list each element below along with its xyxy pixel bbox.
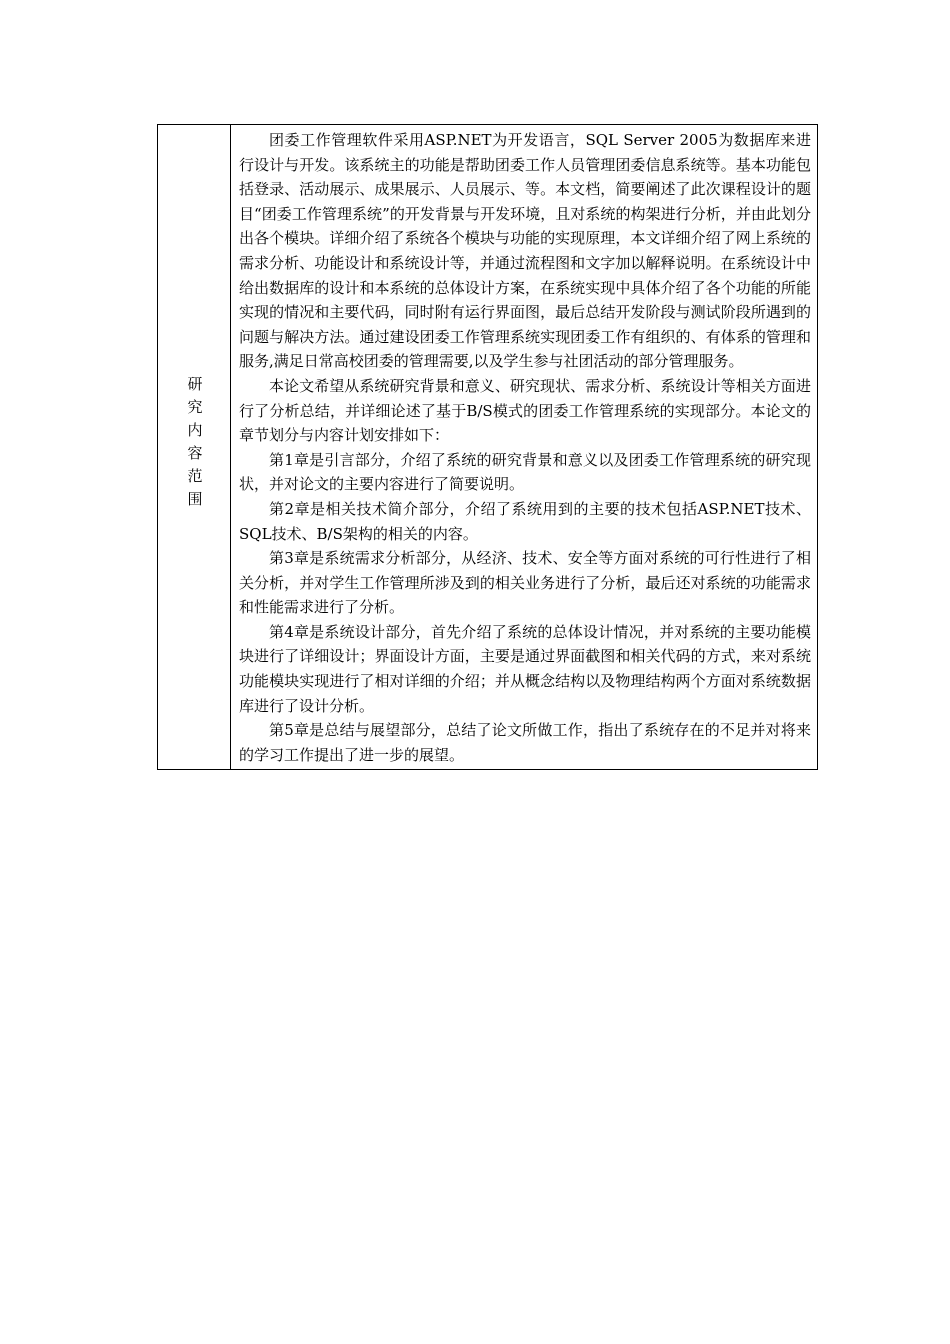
paragraph-intro: 团委工作管理软件采用ASP.NET为开发语言，SQL Server 2005为数据库来进行设计与开发。该系统主的功能是帮助团委工作人员管理团委信息系统等。基本功能包括登录、活动展示、成果展示、人员展示、等。本文档，简要阐述了此次课程设计的题目“团委工作管理系统”的开发背景与开发环境，且对系统的构架进行分析，并由此划分出各个模块。详细介绍了系统各个模块与功能的实现原理，本文详细介绍了网上系统的需求分析、功能设计和系统设计等，并通过流程图和文字加以解释说明。在系统设计中给出数据库的设计和本系统的总体设计方案，在系统实现中具体介绍了各个功能的所能实现的情况和主要代码，同时附有运行界面图，最后总结开发阶段与测试阶段所遇到的问题与解决方法。通过建设团委工作管理系统实现团委工作有组织的、有体系的管理和服务,满足日常高校团委的管理需要,以及学生参与社团活动的部分管理服务。 [239, 131, 811, 371]
research-scope-row [158, 125, 818, 770]
research-scope-table [157, 124, 818, 770]
paragraph-chapter-5: 第5章是总结与展望部分，总结了论文所做工作，指出了系统存在的不足并对将来的学习工作提出了进一步的展望。 [239, 721, 811, 764]
paragraph-chapter-4: 第4章是系统设计部分，首先介绍了系统的总体设计情况，并对系统的主要功能模块进行了详细设计；界面设计方面，主要是通过界面截图和相关代码的方式，来对系统功能模块实现进行了相对详细的介绍；并从概念结构以及物理结构两个方面对系统数据库进行了设计分析。 [239, 622, 811, 715]
paragraph-chapter-1: 第1章是引言部分，介绍了系统的研究背景和意义以及团委工作管理系统的研究现状，并对论文的主要内容进行了简要说明。 [239, 450, 811, 494]
section-label-cell [158, 125, 231, 770]
paragraph-chapter-2: 第2章是相关技术简介部分，介绍了系统用到的主要的技术包括ASP.NET技术、SQL技术、B/S架构的相关的内容。 [239, 499, 811, 543]
paragraph-overview: 本论文希望从系统研究背景和意义、研究现状、需求分析、系统设计等相关方面进行了分析总结，并详细论述了基于B/S模式的团委工作管理系统的实现部分。本论文的章节划分与内容计划安排如下： [239, 376, 811, 445]
paragraph-chapter-3: 第3章是系统需求分析部分，从经济、技术、安全等方面对系统的可行性进行了相关分析，并对学生工作管理所涉及到的相关业务进行了分析，最后还对系统的功能需求和性能需求进行了分析。 [239, 549, 811, 617]
section-content-cell [231, 125, 818, 770]
section-label: 研究内容范围 [185, 376, 204, 515]
